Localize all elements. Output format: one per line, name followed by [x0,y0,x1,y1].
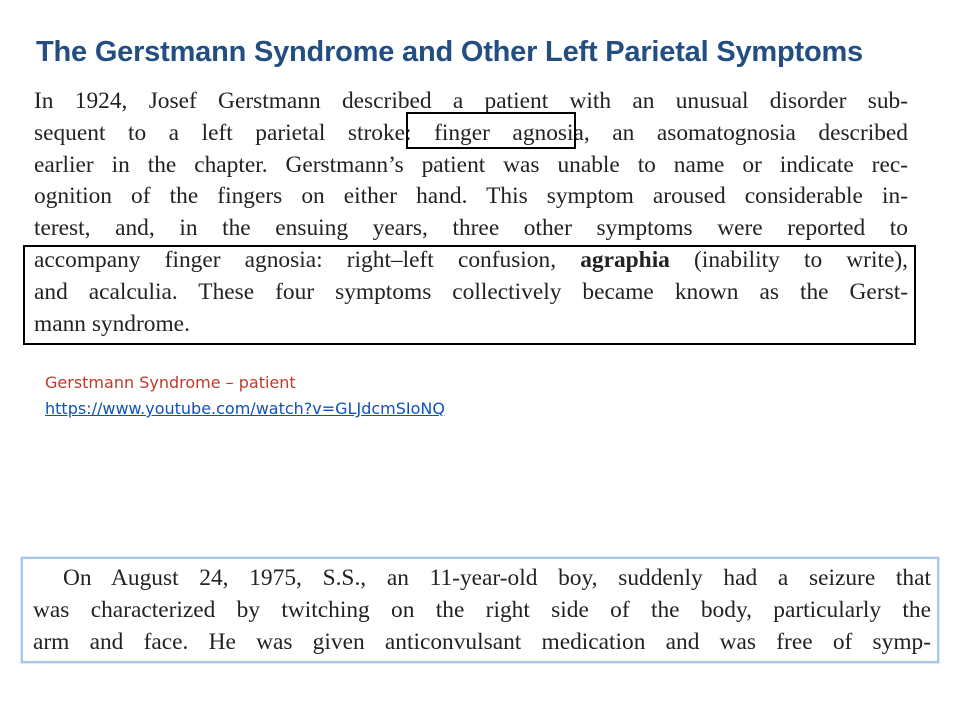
excerpt-line: sequent to a left parietal stroke: finger agnosia, an asomatognosia described [34,119,908,146]
excerpt-text: (inability to write), [669,246,908,273]
section-heading: The Gerstmann Syndrome and Other Left Parietal Symptoms [36,36,863,68]
video-caption-block [45,370,445,422]
excerpt-line: terest, and, in the ensuing years, three other symptoms were reported to [34,215,908,242]
youtube-link[interactable]: https://www.youtube.com/watch?v=GLJdcmSIoNQ [45,399,445,418]
case-study-text [33,563,931,658]
finger-agnosia-highlight-box [406,112,576,149]
agraphia-term: agraphia [580,246,670,273]
video-caption: Gerstmann Syndrome – patient [45,373,296,392]
excerpt-line: In 1924, Josef Gerstmann described a patient with an unusual disorder sub- [34,88,908,114]
symptoms-highlight-box [23,245,916,345]
case-line: arm and face. He was given anticonvulsant medication and was free of symp- [33,628,931,655]
excerpt-line: and acalculia. These four symptoms collectively became known as the Gerst- [34,278,908,305]
excerpt-line: mann syndrome. [34,310,190,337]
excerpt-line: earlier in the chapter. Gerstmann’s patient was unable to name or indicate rec- [34,151,908,178]
excerpt-line: ognition of the fingers on either hand. This symptom aroused considerable in- [34,183,908,210]
excerpt-text: accompany finger agnosia: right–left confusion, [34,246,581,273]
case-line: was characterized by twitching on the right side of the body, particularly the [33,596,931,623]
case-line: On August 24, 1975, S.S., an 11-year-old boy, suddenly had a seizure that [63,565,931,591]
